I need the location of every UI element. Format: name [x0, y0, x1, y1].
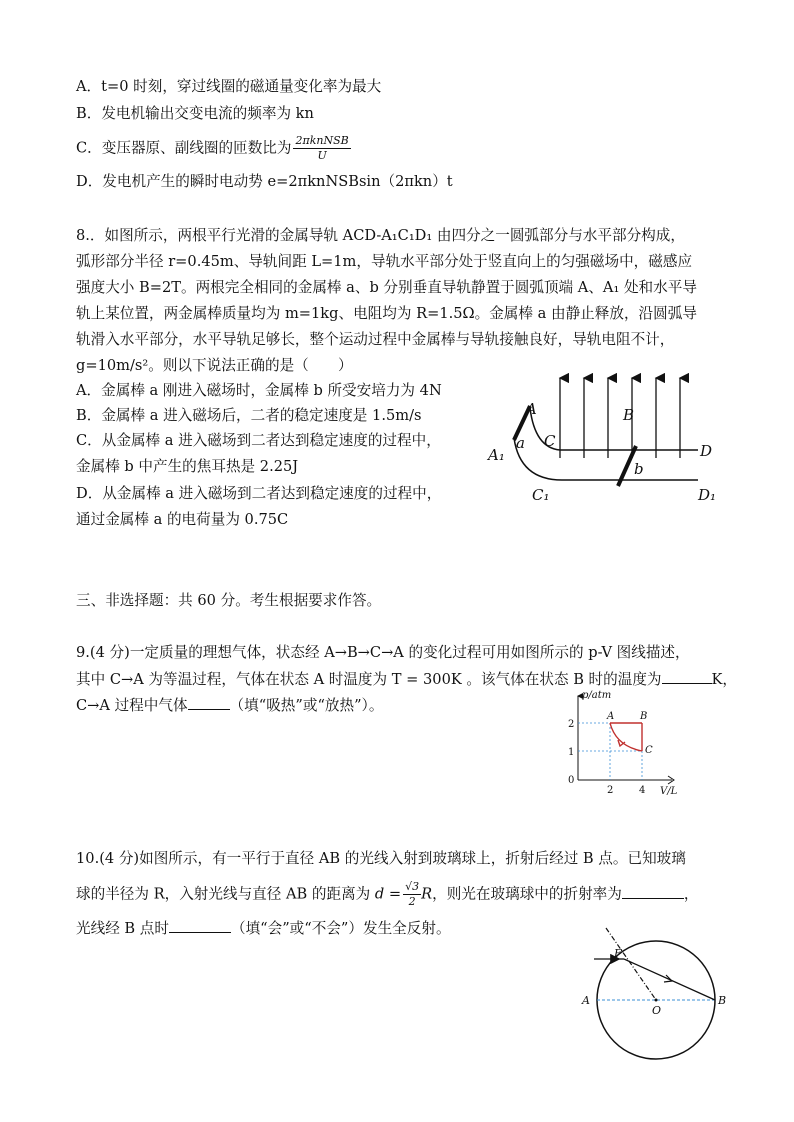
q8-option-a: A．金属棒 a 刚进入磁场时，金属棒 b 所受安培力为 4N [76, 382, 442, 399]
q8-stem-line-6: g=10m/s²。则以下说法正确的是（ ） [76, 357, 353, 374]
q9-stem-line-2 [76, 669, 737, 690]
normal-line [606, 928, 656, 1000]
q10-line-3-text: 光线经 B 点时 [76, 920, 169, 937]
section-three-heading: 三、非选择题：共 60 分。考生根据要求作答。 [76, 592, 382, 609]
y-axis-label: p/atm [582, 690, 612, 701]
x-tick-2: 2 [607, 785, 614, 796]
x-tick-4: 4 [639, 785, 646, 796]
q10-stem-line-2 [76, 880, 698, 909]
label-A1: A₁ [488, 446, 505, 464]
q7-option-a: A．t=0 时刻，穿过线圈的磁通量变化率为最大 [76, 78, 382, 95]
y-tick-2: 2 [568, 719, 575, 730]
label-D: D [700, 442, 713, 460]
label-D1: D₁ [698, 486, 717, 504]
q9-blank-temperature[interactable] [662, 669, 712, 684]
q10-d-radius: R [421, 885, 433, 903]
origin-tick: 0 [568, 775, 575, 786]
q9-pv-graph [560, 690, 690, 800]
q9-blank-heat[interactable] [188, 695, 230, 710]
q9-line-2-unit: K， [711, 671, 738, 688]
label-B: B [623, 406, 635, 424]
label-C1: C₁ [532, 486, 550, 504]
q10-d-denominator: 2 [408, 895, 416, 908]
q7-option-c [76, 134, 351, 163]
q7-option-c-text: C．变压器原、副线圈的匝数比为 [76, 139, 292, 157]
q9-line-3-tail: （填“吸热”或“放热”）。 [229, 697, 384, 714]
label-a: a [516, 434, 525, 452]
q8-stem-line-3: 强度大小 B=2T。两根完全相同的金属棒 a、b 分别垂直导轨静置于圆弧顶端 A、A₁ 处和水平导 [76, 279, 697, 296]
q10-stem-line-3 [76, 918, 451, 939]
point-C-label: C [645, 745, 653, 756]
q8-option-b: B．金属棒 a 进入磁场后，二者的稳定速度是 1.5m/s [76, 407, 422, 424]
q10-line-2-text: 球的半径为 R，入射光线与直径 AB 的距离为 [76, 885, 371, 903]
q7-option-c-fraction [293, 134, 350, 163]
label-A: A [526, 400, 537, 418]
label-B-sphere: B [718, 994, 727, 1007]
q8-option-d-line-2: 通过金属棒 a 的电荷量为 0.75C [76, 511, 289, 528]
q8-stem-line-1: 8.．如图所示，两根平行光滑的金属导轨 ACD-A₁C₁D₁ 由四分之一圆弧部分与水平部分构成， [76, 227, 685, 244]
q10-d-symbol: d = [374, 885, 402, 903]
y-tick-1: 1 [568, 747, 575, 758]
lower-rail [514, 438, 698, 480]
q8-rail-diagram [480, 370, 730, 510]
q10-line-3-tail: （填“会”或“不会”）发生全反射。 [230, 920, 451, 937]
q8-stem-line-2: 弧形部分半径 r=0.45m、导轨间距 L=1m，导轨水平部分处于竖直向上的匀强磁场中，磁感应 [76, 253, 693, 270]
label-A-sphere: A [582, 994, 590, 1007]
q8-stem-line-5: 轨滑入水平部分，水平导轨足够长，整个运动过程中金属棒与导轨接触良好，导轨电阻不计， [76, 331, 675, 348]
point-B-label: B [640, 711, 648, 722]
q8-stem-line-4: 轨上某位置，两金属棒质量均为 m=1kg、电阻均为 R=1.5Ω。金属棒 a 由静止释放，沿圆弧导 [76, 305, 697, 322]
q10-blank-reflection[interactable] [169, 918, 231, 933]
refracted-ray [624, 959, 715, 1000]
point-A-label: A [607, 711, 615, 722]
q9-stem-line-3 [76, 695, 383, 716]
q10-stem-line-1: 10.(4 分)如图所示，有一平行于直径 AB 的光线入射到玻璃球上，折射后经过 B 点。已知玻璃 [76, 850, 686, 867]
q10-line-2-end: ， [683, 885, 699, 903]
process-c-a [610, 723, 642, 751]
label-O: O [652, 1004, 662, 1017]
label-C: C [544, 432, 556, 450]
q7-option-d: D．发电机产生的瞬时电动势 e=2πknNSBsin（2πkn）t [76, 173, 453, 190]
x-axis-label: V/L [660, 786, 678, 797]
label-F: F [614, 947, 622, 960]
label-b: b [634, 460, 644, 478]
q9-stem-line-1: 9.(4 分)一定质量的理想气体，状态经 A→B→C→A 的变化过程可用如图所示的 p-V 图线描述， [76, 644, 690, 661]
q10-blank-index[interactable] [622, 884, 684, 899]
q8-option-c-line-1: C．从金属棒 a 进入磁场到二者达到稳定速度的过程中， [76, 432, 441, 449]
q7-c-numerator: 2πknNSB [295, 134, 349, 147]
q9-line-2-text: 其中 C→A 为等温过程，气体在状态 A 时温度为 T = 300K 。该气体在状态 B 时的温度为 [76, 671, 662, 688]
q9-line-3-text: C→A 过程中气体 [76, 697, 188, 714]
q10-line-2-mid: ，则光在玻璃球中的折射率为 [432, 885, 622, 903]
q10-sphere-diagram [572, 920, 727, 1050]
q8-option-d-line-1: D．从金属棒 a 进入磁场到二者达到稳定速度的过程中， [76, 485, 442, 502]
q10-d-fraction [403, 880, 421, 909]
q7-option-b: B．发电机输出交变电流的频率为 kn [76, 105, 314, 122]
q8-option-c-line-2: 金属棒 b 中产生的焦耳热是 2.25J [76, 458, 299, 475]
q7-c-denominator: U [317, 149, 327, 162]
q10-d-numerator: √3 [405, 880, 420, 893]
